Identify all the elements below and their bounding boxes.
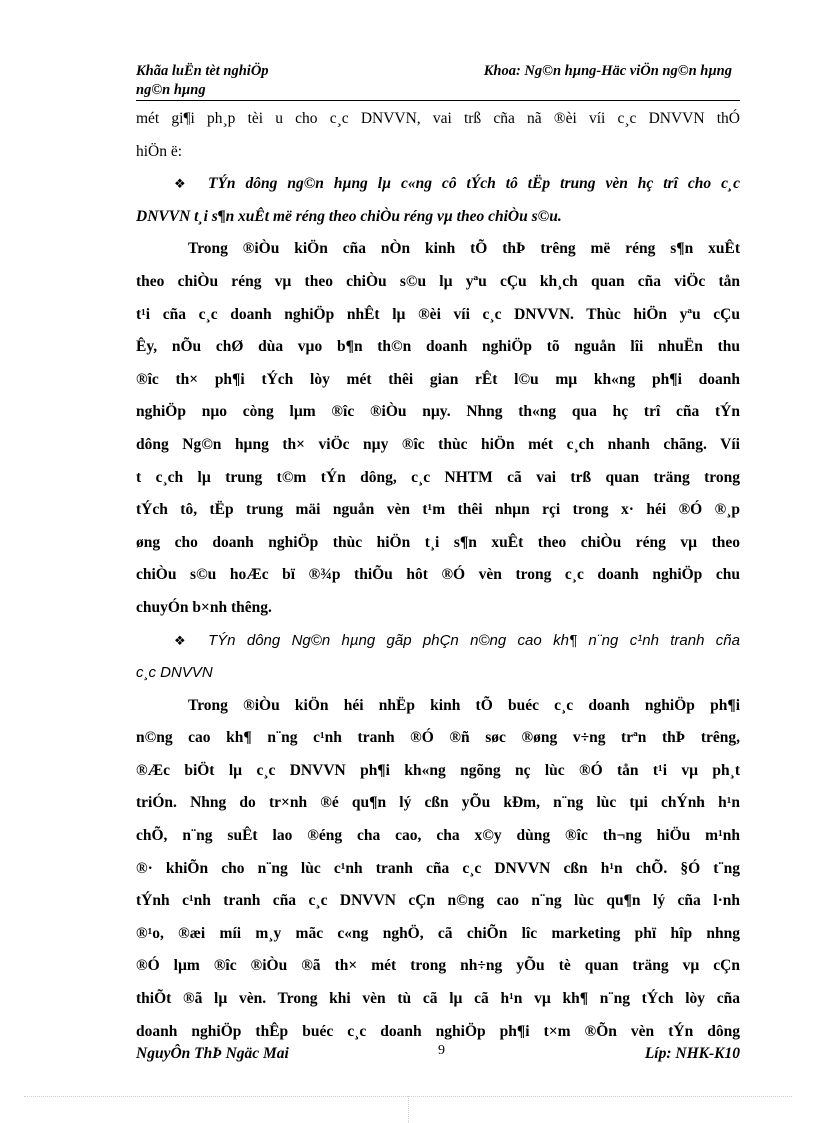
footer-author: NguyÔn ThÞ Ngäc Mai: [136, 1045, 289, 1062]
header-thesis-title-line1: Khãa luËn tèt nghiÖp: [136, 63, 269, 79]
body-line: tÝnh c¹nh tranh cña c¸c DNVVN cÇn n©ng cao n¨ng lùc qu¶n lý cña l·nh: [136, 892, 740, 910]
body-line: ®Æc biÖt lµ c¸c DNVVN ph¶i kh«ng ngõng nç lùc ®Ó tån t¹i vµ ph¸t: [136, 761, 740, 779]
body-line: nghiÖp nµo còng lµm ®îc ®iÒu nµy. Nhng th«ng qua hç trî cña tÝn: [136, 403, 740, 421]
body-line: t¹i cña c¸c doanh nghiÖp nhÊt lµ ®èi víi c¸c DNVVN. Thùc hiÖn yªu cÇu: [136, 305, 740, 323]
body-line: doanh nghiÖp thÊp buéc c¸c doanh nghiÖp ph¶i t×m ®Õn vèn tÝn dông: [136, 1022, 740, 1040]
body-line: dông Ng©n hµng th× viÖc nµy ®îc thùc hiÖn mét c¸ch nhanh chãng. Víi: [136, 435, 740, 453]
diamond-bullet-icon: ❖: [174, 177, 186, 193]
bullet-heading-2: [136, 625, 740, 658]
bullet-heading-1: [136, 168, 740, 201]
bullet-heading-2-text: TÝn dông Ng©n hµng gãp phÇn n©ng cao kh¶ n¨ng c¹nh tranh cña: [208, 631, 740, 649]
footer-class: Líp: NHK-K10: [644, 1045, 740, 1062]
body-line: ®îc th× ph¶i tÝch lòy mét thêi gian rÊt l©u mµ kh«ng ph¶i doanh: [136, 370, 740, 388]
bullet-heading-1-text: TÝn dông ng©n hµng lµ c«ng cô tÝch tô tËp trung vèn hç trî cho c¸c: [208, 175, 740, 193]
page-footer: [136, 1045, 740, 1067]
body-line: n©ng cao kh¶ n¨ng c¹nh tranh ®Ó ®ñ søc ®øng v÷ng trªn thÞ trêng,: [136, 729, 740, 747]
body-line: t c¸ch lµ trung t©m tÝn dông, c¸c NHTM cã vai trß quan träng trong: [136, 468, 740, 486]
body-line: ®¹o, ®æi míi m¸y mãc c«ng nghÖ, cã chiÕn lîc marketing phï hîp nhng: [136, 924, 740, 942]
body-line: mét gi¶i ph¸p tèi u cho c¸c DNVVN, vai trß cña nã ®èi víi c¸c DNVVN thÓ: [136, 110, 740, 127]
page-number: 9: [438, 1043, 445, 1058]
header-faculty: Khoa: Ng©n hµng-Häc viÖn ng©n hµng: [483, 63, 732, 79]
page-body: [136, 103, 740, 1048]
header-thesis-title: [136, 62, 326, 100]
body-line: triÓn. Nhng do tr×nh ®é qu¶n lý cßn yÕu kÐm, n¨ng lùc tµi chÝnh h¹n: [136, 794, 740, 812]
body-line: tÝch tô, tËp trung mäi nguån vèn t¹m thêi nhµn rçi trong x· héi ®Ó ®¸p: [136, 501, 740, 519]
body-line: Trong ®iÒu kiÖn cña nÒn kinh tÕ thÞ trêng më réng s¶n xuÊt: [188, 240, 740, 258]
body-line: chuyÓn b×nh thêng.: [136, 598, 272, 616]
body-line: DNVVN t¸i s¶n xuÊt më réng theo chiÒu réng vµ theo chiÒu s©u.: [136, 207, 562, 225]
page-break-divider-vertical: [408, 1096, 409, 1123]
body-line: Êy, nÕu chØ dùa vµo b¶n th©n doanh nghiÖp tõ nguån lîi nhuËn thu: [136, 338, 740, 356]
body-line: thiÕt ®ã lµ vèn. Trong khi vèn tù cã lµ cã h¹n vµ kh¶ n¨ng tÝch lòy cña: [136, 990, 740, 1008]
body-line: ®· khiÕn cho n¨ng lùc c¹nh tranh cña c¸c DNVVN cßn h¹n chÕ. §Ó t¨ng: [136, 859, 740, 877]
body-line: hiÖn ë:: [136, 142, 183, 160]
body-line: c¸c DNVVN: [136, 664, 213, 682]
header-thesis-title-line2: ng©n hµng: [136, 82, 206, 98]
body-line: chiÒu s©u hoÆc bï ®¾p thiÕu hôt ®Ó vèn trong c¸c doanh nghiÖp chu: [136, 566, 740, 584]
body-line: ®Ó lµm ®îc ®iÒu ®ã th× mét trong nh÷ng yÕu tè quan träng vµ cÇn: [136, 957, 740, 975]
body-line: chÕ, n¨ng suÊt lao ®éng cha cao, cha x©y dùng ®îc th¬ng hiÖu m¹nh: [136, 827, 740, 845]
page-header: [136, 62, 740, 101]
body-line: Trong ®iÒu kiÖn héi nhËp kinh tÕ buéc c¸c doanh nghiÖp ph¶i: [188, 696, 740, 714]
body-line: theo chiÒu réng vµ theo chiÒu s©u lµ yªu cÇu kh¸ch quan cña viÖc tån: [136, 272, 740, 290]
diamond-bullet-icon: ❖: [174, 633, 186, 649]
body-line: øng cho doanh nghiÖp thùc hiÖn t¸i s¶n xuÊt theo chiÒu réng vµ theo: [136, 533, 740, 551]
